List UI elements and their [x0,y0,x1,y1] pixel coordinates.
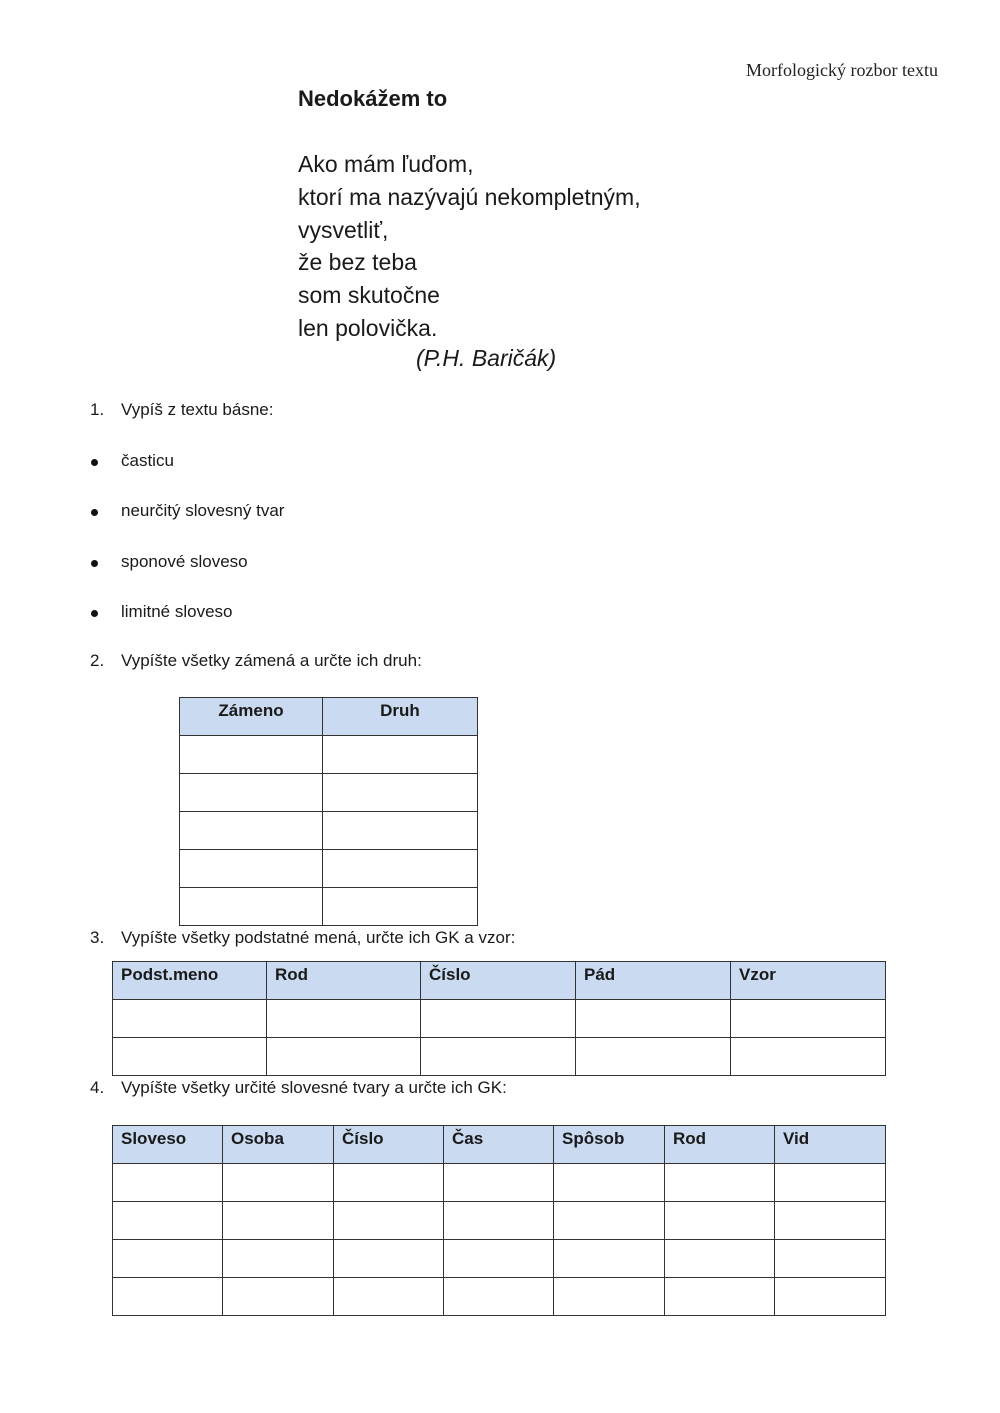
answer-cell[interactable] [731,1038,886,1076]
task-text: Vypíšte všetky určité slovesné tvary a určte ich GK: [121,1078,507,1097]
table-row [180,812,478,850]
answer-cell[interactable] [421,1000,576,1038]
table-row [180,774,478,812]
answer-cell[interactable] [731,1000,886,1038]
answer-cell[interactable] [113,1202,223,1240]
table-header-cell: Rod [267,962,421,1000]
table-row [113,1164,886,1202]
answer-cell[interactable] [775,1164,886,1202]
bullet-text: limitné sloveso [121,602,233,621]
verb-table [112,1125,886,1316]
bullet-dot-icon [91,610,98,617]
answer-cell[interactable] [113,1038,267,1076]
table-header-cell: Vzor [731,962,886,1000]
answer-cell[interactable] [113,1240,223,1278]
answer-cell[interactable] [665,1164,775,1202]
poem-line: vysvetliť, [298,216,389,243]
answer-cell[interactable] [775,1202,886,1240]
table-row [180,736,478,774]
answer-cell[interactable] [323,774,478,812]
noun-table [112,961,886,1076]
table-row [113,1000,886,1038]
poem-line: Ako mám ľuďom, [298,151,474,177]
table-header-cell: Číslo [334,1126,444,1164]
poem-author: (P.H. Baričák) [416,345,557,371]
table-header-cell: Podst.meno [113,962,267,1000]
answer-cell[interactable] [554,1202,665,1240]
answer-cell[interactable] [444,1202,554,1240]
table-header-cell: Osoba [223,1126,334,1164]
poem-line: že bez teba [298,249,417,276]
poem-line: len polovička. [298,314,438,341]
answer-cell[interactable] [334,1278,444,1316]
answer-cell[interactable] [334,1240,444,1278]
answer-cell[interactable] [323,736,478,774]
table-header-cell: Rod [665,1126,775,1164]
task-number: 3. [90,928,105,947]
bullet-dot-icon [91,509,98,516]
bullet-dot-icon [91,560,98,567]
answer-cell[interactable] [223,1240,334,1278]
answer-cell[interactable] [444,1278,554,1316]
answer-cell[interactable] [113,1278,223,1316]
answer-cell[interactable] [444,1240,554,1278]
answer-cell[interactable] [113,1000,267,1038]
answer-cell[interactable] [576,1038,731,1076]
table-row [113,1038,886,1076]
table-header-cell: Vid [775,1126,886,1164]
bullet-text: časticu [121,451,174,470]
table-header-cell: Zámeno [180,698,323,736]
table-row [113,1240,886,1278]
answer-cell[interactable] [267,1000,421,1038]
task-text: Vypíšte všetky zámená a určte ich druh: [121,651,422,670]
task-number: 4. [90,1078,105,1097]
task-number: 1. [90,400,105,419]
poem-line: ktorí ma nazývajú nekompletným, [298,183,641,210]
poem-body [298,148,641,345]
table-row [180,888,478,926]
poem-title: Nedokážem to [298,86,448,111]
answer-cell[interactable] [223,1202,334,1240]
answer-cell[interactable] [421,1038,576,1076]
poem-line: som skutočne [298,282,440,309]
answer-cell[interactable] [554,1240,665,1278]
table-row [113,1278,886,1316]
answer-cell[interactable] [576,1000,731,1038]
answer-cell[interactable] [180,888,323,926]
answer-cell[interactable] [267,1038,421,1076]
bullet-dot-icon [91,459,98,466]
answer-cell[interactable] [223,1278,334,1316]
answer-cell[interactable] [665,1202,775,1240]
answer-cell[interactable] [180,736,323,774]
answer-cell[interactable] [180,850,323,888]
answer-cell[interactable] [180,812,323,850]
table-header-cell: Číslo [421,962,576,1000]
answer-cell[interactable] [323,812,478,850]
table-header-cell: Čas [444,1126,554,1164]
answer-cell[interactable] [113,1164,223,1202]
table-row [113,1202,886,1240]
document-label: Morfologický rozbor textu [746,60,938,80]
bullet-text: neurčitý slovesný tvar [121,501,285,520]
table-row [180,850,478,888]
task-text: Vypíš z textu básne: [121,400,274,419]
answer-cell[interactable] [444,1164,554,1202]
answer-cell[interactable] [180,774,323,812]
answer-cell[interactable] [334,1202,444,1240]
answer-cell[interactable] [554,1278,665,1316]
table-header-cell: Druh [323,698,478,736]
answer-cell[interactable] [323,850,478,888]
table-header-cell: Sloveso [113,1126,223,1164]
task-text: Vypíšte všetky podstatné mená, určte ich GK a vzor: [121,928,516,947]
table-header-cell: Spôsob [554,1126,665,1164]
answer-cell[interactable] [665,1240,775,1278]
task-number: 2. [90,651,105,670]
table-header-cell: Pád [576,962,731,1000]
answer-cell[interactable] [665,1278,775,1316]
answer-cell[interactable] [334,1164,444,1202]
answer-cell[interactable] [775,1240,886,1278]
bullet-text: sponové sloveso [121,552,248,571]
answer-cell[interactable] [554,1164,665,1202]
answer-cell[interactable] [323,888,478,926]
pronoun-table [179,697,478,926]
answer-cell[interactable] [223,1164,334,1202]
answer-cell[interactable] [775,1278,886,1316]
